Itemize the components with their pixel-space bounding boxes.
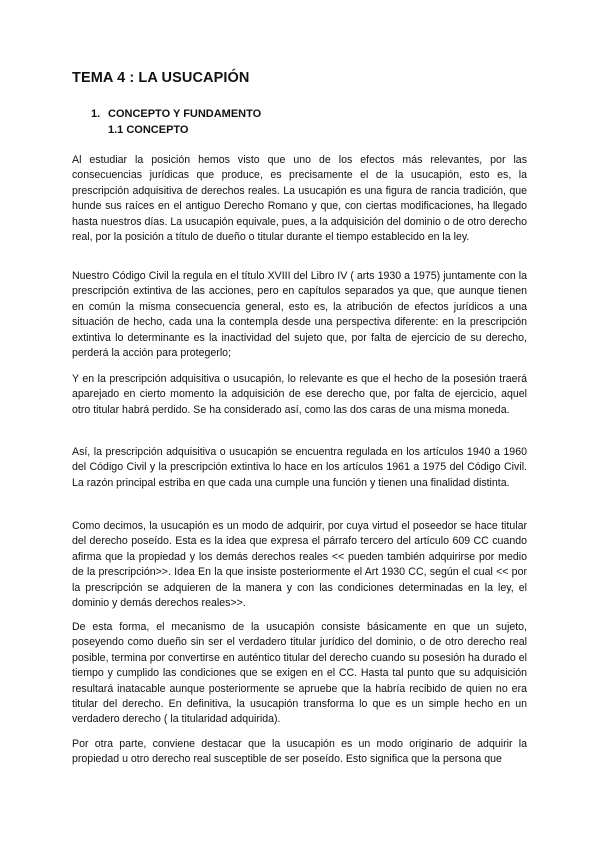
paragraph: Y en la prescripción adquisitiva o usucapión, lo relevante es que el hecho de la posesión traerá aparejado en cierto momento la adquisición de ese derecho que, por falta de ejercicio, aquel otro titular habrá perdido. Se ha considerado así, como las dos caras de una misma moneda. [72,373,527,416]
paragraph: Como decimos, la usucapión es un modo de adquirir, por cuya virtud el poseedor se hace titular del derecho poseído. Esta es la idea que expresa el párrafo tercero del artículo 609 CC cuando afirma que la propiedad y los demás derechos reales << pueden también adquirirse por medio de la prescripción>>. Idea En la que insiste posteriormente el Art 1930 CC, según el cual << por la prescripción se adquieren de la manera y con las condiciones determinadas en la ley, el dominio y demás derechos reales>>. [72,520,527,610]
document-title: TEMA 4 : LA USUCAPIÓN [72,70,250,86]
subsection-heading: 1.1 CONCEPTO [108,124,189,136]
section-label: CONCEPTO Y FUNDAMENTO [108,108,262,120]
paragraph: Por otra parte, conviene destacar que la usucapión es un modo originario de adquirir la propiedad u otro derecho real susceptible de ser poseído. Esto significa que la persona que [72,738,527,766]
paragraph: Así, la prescripción adquisitiva o usucapión se encuentra regulada en los artículos 1940 a 1960 del Código Civil y la prescripción extintiva lo hace en los artículos 1961 a 1975 del Código Civil. La razón principal estriba en que cada una cumple una función y tienen una finalidad distinta. [72,446,527,489]
paragraph: Al estudiar la posición hemos visto que uno de los efectos más relevantes, por las consecuencias jurídicas que produce, es precisamente el de la usucapión, esto es, la prescripción adquisitiva de derechos reales. La usucapión es una figura de rancia tradición, que hunde sus raíces en el antiguo Derecho Romano y que, con ciertas modificaciones, ha llegado hasta nuestros días. La usucapión equivale, pues, a la adquisición del dominio o de otro derecho real, por la posición a título de dueño o titular durante el tiempo establecido en la ley. [72,154,527,244]
section-number: 1. [91,108,101,120]
paragraph: De esta forma, el mecanismo de la usucapión consiste básicamente en que un sujeto, poseyendo como dueño sin ser el verdadero titular jurídico del dominio, o de otro derecho real posible, termina por convertirse en auténtico titular del derecho cuando su posesión ha durado el tiempo y cumplido las condiciones que se exigen en el CC. Hasta tal punto que su adquisición resultará inatacable aunque posteriormente se apruebe que la habría recibido de quien no era titular del derecho. En definitiva, la usucapión transforma lo que es un simple hecho en un verdadero derecho ( la titularidad adquirida). [72,621,527,726]
paragraph: Nuestro Código Civil la regula en el título XVIII del Libro IV ( arts 1930 a 1975) juntamente con la prescripción extintiva de las acciones, pero en capítulos separados ya que, que aunque tienen en común la misma consecuencia general, esto es, la atribución de efectos jurídicos a una situación de hecho, cada una la contempla desde una perspectiva diferente: en la prescripción extintiva lo determinante es la inactividad del sujeto que, por falta de ejercicio de su derecho, perderá la acción para protegerlo; [72,270,527,360]
section-heading [91,108,261,120]
